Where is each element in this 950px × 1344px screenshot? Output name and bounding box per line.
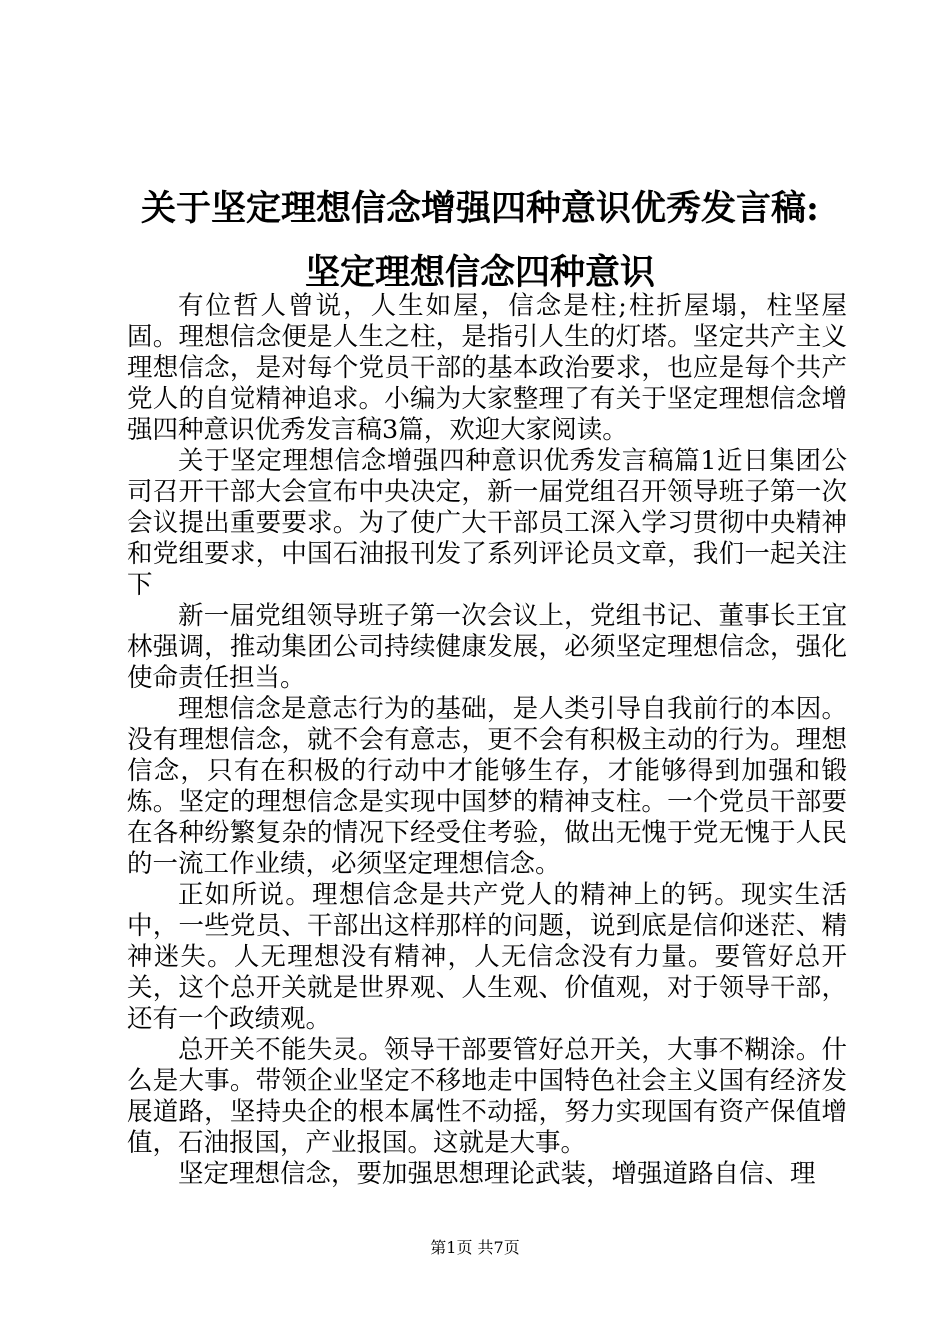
paragraph: 理想信念是意志行为的基础，是人类引导自我前行的本因。没有理想信念，就不会有意志，更不会有积极主动的行为。理想信念，只有在积极的行动中才能够生存，才能够得到加强和锻炼。坚定的理想信念是实现中国梦的精神支柱。一个党员干部要在各种纷繁复杂的情况下经受住考验，做出无愧于党无愧于人民的一流工作业绩，必须坚定理想信念。 (127, 694, 847, 879)
paragraph: 总开关不能失灵。领导干部要管好总开关，大事不糊涂。什么是大事。带领企业坚定不移地走中国特色社会主义国有经济发展道路，坚持央企的根本属性不动摇，努力实现国有资产保值增值，石油报国，产业报国。这就是大事。 (127, 1035, 847, 1158)
paragraph: 正如所说。理想信念是共产党人的精神上的钙。现实生活中，一些党员、干部出这样那样的问题，说到底是信仰迷茫、精神迷失。人无理想没有精神，人无信念没有力量。要管好总开关，这个总开关就是世界观、人生观、价值观，对于领导干部，还有一个政绩观。 (127, 880, 847, 1034)
document-title-line-2: 坚定理想信念四种意识 (304, 252, 655, 293)
paragraph: 有位哲人曾说，人生如屋，信念是柱;柱折屋塌，柱坚屋固。理想信念便是人生之柱，是指引人生的灯塔。坚定共产主义理想信念，是对每个党员干部的基本政治要求，也应是每个共产党人的自觉精神追求。小编为大家整理了有关于坚定理想信念增强四种意识优秀发言稿3篇，欢迎大家阅读。 (127, 291, 847, 445)
paragraph: 新一届党组领导班子第一次会议上，党组书记、董事长王宜林强调，推动集团公司持续健康发展，必须坚定理想信念，强化使命责任担当。 (127, 601, 847, 693)
paragraph: 关于坚定理想信念增强四种意识优秀发言稿篇1近日集团公司召开干部大会宣布中央决定，新一届党组召开领导班子第一次会议提出重要要求。为了使广大干部员工深入学习贯彻中央精神和党组要求，中国石油报刊发了系列评论员文章，我们一起关注下 (127, 446, 847, 600)
page-footer: 第1页 共7页 (430, 1238, 520, 1257)
paragraph: 坚定理想信念，要加强思想理论武装，增强道路自信、理 (178, 1159, 816, 1189)
document-title-line-1: 关于坚定理想信念增强四种意识优秀发言稿: (141, 188, 819, 229)
document-body (127, 291, 847, 1190)
